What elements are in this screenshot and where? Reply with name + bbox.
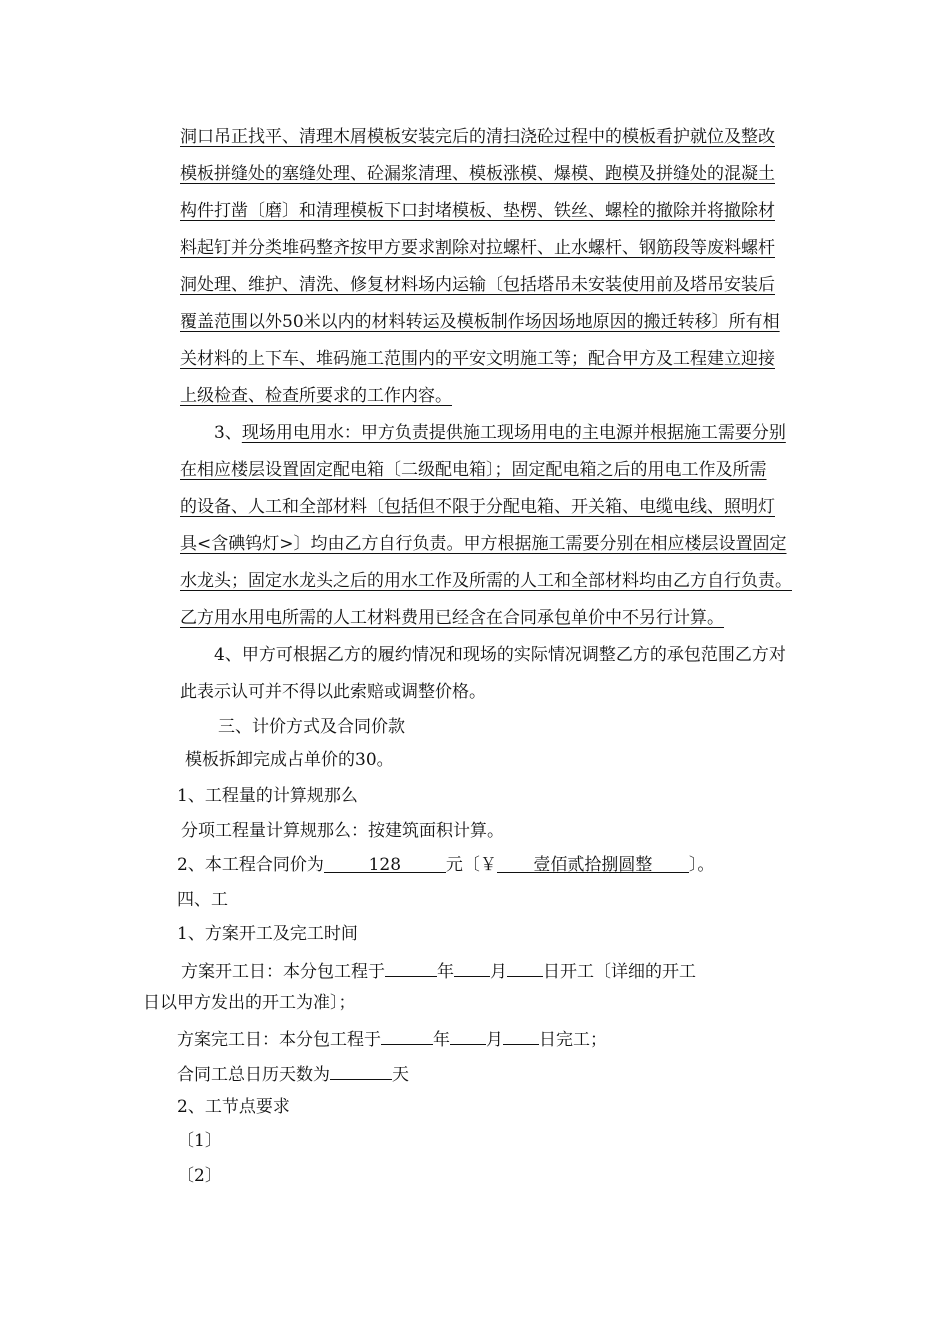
finish-day-label: 日完工； <box>539 1030 607 1050</box>
planned-start-cont: 日以甲方发出的开工为准〕； <box>143 993 356 1013</box>
price-prefix: 2、本工程合同价为 <box>177 855 324 875</box>
finish-year-blank[interactable] <box>381 1025 433 1045</box>
finish-day-blank[interactable] <box>503 1025 539 1045</box>
start-month-blank[interactable] <box>454 957 490 977</box>
total-days-line <box>177 1060 409 1087</box>
scope-line-4: 料起钉并分类堆码整齐按甲方要求割除对拉螺杆、止水螺杆、钢筋段等废料螺杆 <box>180 238 775 258</box>
start-year-blank[interactable] <box>385 957 437 977</box>
item3-line-5: 水龙头；固定水龙头之后的用水工作及所需的人工和全部材料均由乙方自行负责。 <box>180 571 792 591</box>
item4-line-2: 此表示认可并不得以此索赔或调整价格。 <box>180 682 486 702</box>
price-mid: 元〔￥ <box>445 855 497 875</box>
milestone-title: 2、工节点要求 <box>177 1097 290 1117</box>
item3-line-6: 乙方用水用电所需的人工材料费用已经含在合同承包单价中不另行计算。 <box>180 608 724 628</box>
item3-line-2: 在相应楼层设置固定配电箱〔二级配电箱〕；固定配电箱之后的用电工作及所需 <box>180 460 767 480</box>
item3-line-4: 具<含碘钨灯>〕均由乙方自行负责。甲方根据施工需要分别在相应楼层设置固定 <box>180 534 787 554</box>
item3-heading: 现场用电用水：甲方负责提供施工现场用电的主电源并根据施工需要分别 <box>241 423 786 443</box>
calc-rule-title: 1、工程量的计算规那么 <box>177 786 358 806</box>
start-month-label: 月 <box>490 962 507 982</box>
scope-line-5: 洞处理、维护、清洗、修复材料场内运输〔包括塔吊未安装使用前及塔吊安装后 <box>180 275 775 295</box>
scope-line-1: 洞口吊正找平、清理木屑模板安装完后的清扫浇砼过程中的模板看护就位及整改 <box>180 127 775 147</box>
scope-line-2: 模板拼缝处的塞缝处理、砼漏浆清理、模板涨模、爆模、跑模及拼缝处的混凝土 <box>180 164 775 184</box>
milestone-1: 〔1〕 <box>177 1131 222 1151</box>
planned-start-line <box>181 957 696 984</box>
total-days-prefix: 合同工总日历天数为 <box>177 1065 330 1085</box>
contract-price-line <box>177 853 714 877</box>
start-prefix: 方案开工日：本分包工程于 <box>181 962 385 982</box>
milestone-2: 〔2〕 <box>177 1166 222 1186</box>
start-year-label: 年 <box>437 962 454 982</box>
finish-month-blank[interactable] <box>450 1025 486 1045</box>
item3-line-3: 的设备、人工和全部材料〔包括但不限于分配电箱、开关箱、电缆电线、照明灯 <box>180 497 775 517</box>
calc-rule-text: 分项工程量计算规那么：按建筑面积计算。 <box>181 821 504 841</box>
section3-title: 三、计价方式及合同价款 <box>218 717 405 737</box>
price-suffix: 〕。 <box>688 855 715 875</box>
start-day-blank[interactable] <box>507 957 543 977</box>
schedule-title: 1、方案开工及完工时间 <box>177 924 358 944</box>
planned-finish-line <box>177 1025 607 1052</box>
scope-line-6: 覆盖范围以外50米以内的材料转运及模板制作场因场地原因的搬迁转移〕所有相 <box>180 312 780 332</box>
demolition-note: 模板拆卸完成占单价的30。 <box>185 750 394 770</box>
finish-year-label: 年 <box>433 1030 450 1050</box>
total-days-suffix: 天 <box>392 1065 409 1085</box>
finish-prefix: 方案完工日：本分包工程于 <box>177 1030 381 1050</box>
item3-line-1 <box>214 421 786 445</box>
scope-line-7: 关材料的上下车、堆码施工范围内的平安文明施工等；配合甲方及工程建立迎接 <box>180 349 775 369</box>
start-day-label: 日开工〔详细的开工 <box>543 962 696 982</box>
item4-line-1: 4、甲方可根据乙方的履约情况和现场的实际情况调整乙方的承包范围乙方对 <box>214 645 786 665</box>
section4-title: 四、工 <box>177 890 228 910</box>
finish-month-label: 月 <box>486 1030 503 1050</box>
item3-number: 3、 <box>214 423 242 443</box>
scope-line-3: 构件打凿〔磨〕和清理模板下口封堵模板、垫楞、铁丝、螺栓的撤除并将撤除材 <box>180 201 775 221</box>
price-amount: 128 <box>324 853 446 873</box>
total-days-blank[interactable] <box>330 1060 392 1080</box>
scope-line-8: 上级检查、检查所要求的工作内容。 <box>180 386 452 406</box>
price-amount-words: 壹佰贰拾捌圆整 <box>497 853 689 873</box>
